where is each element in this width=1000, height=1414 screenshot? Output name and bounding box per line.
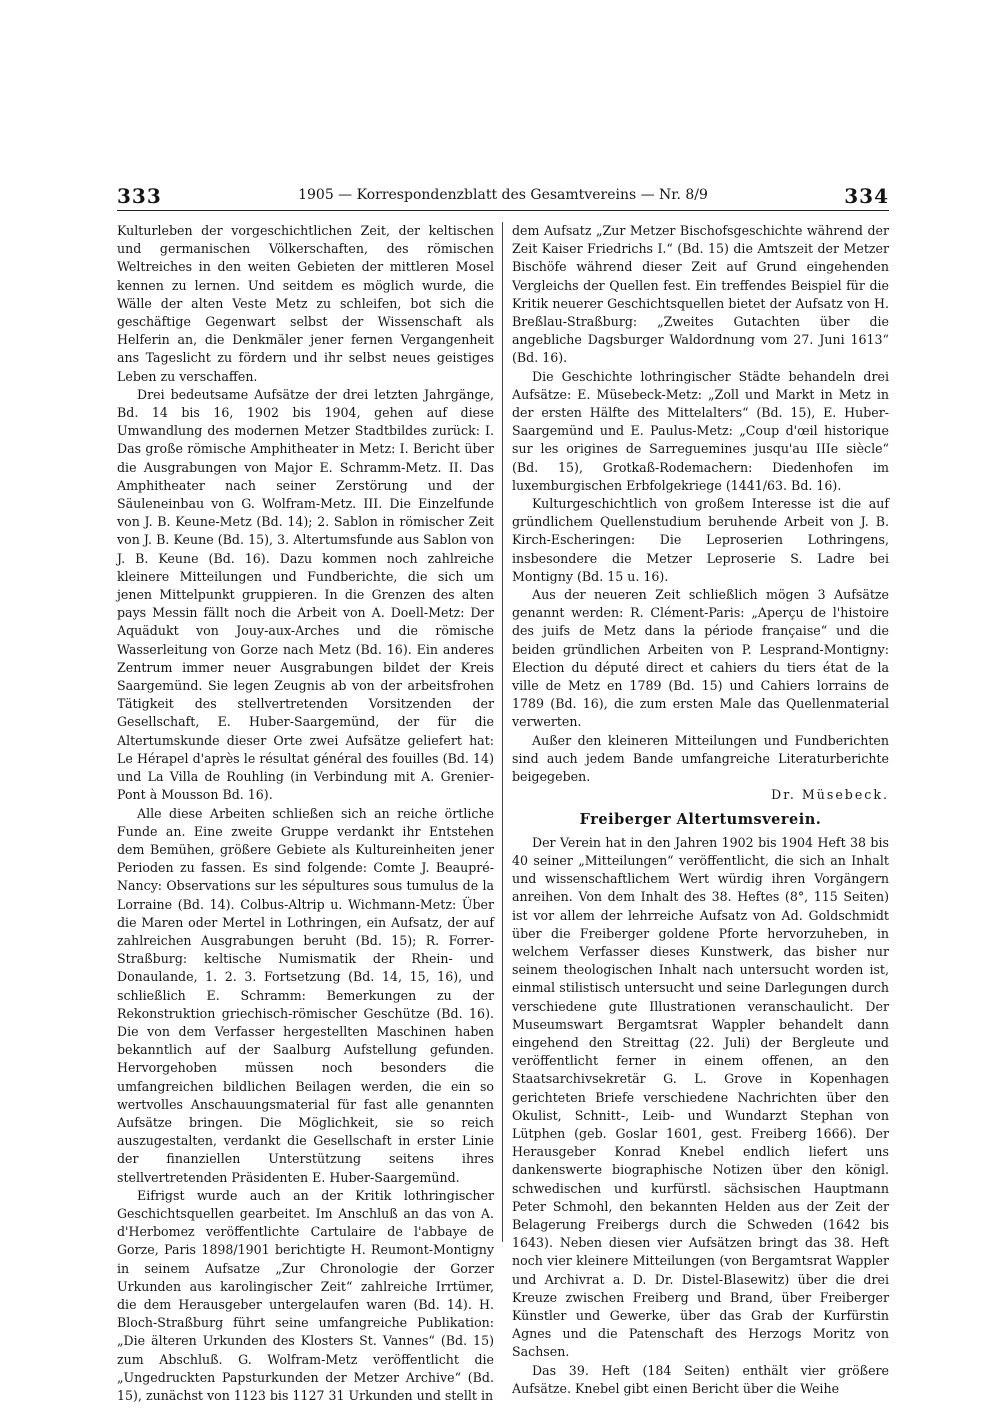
paragraph: Außer den kleineren Mitteilungen und Fundberichten sind auch jedem Bande umfangreiche Literaturberichte beigegeben.	[512, 732, 889, 785]
paragraph: Aus der neueren Zeit schließlich mögen 3 Aufsätze genannt werden: R. Clément-Paris: „Aperçu de l'histoire des juifs de Metz dans la période française“ und die beiden gründlichen Arbeiten von P. Lesprand-Montigny: Election du député direct et cahiers du tiers état de la ville de Metz en 1789 (Bd. 15) und Cahiers lorrains de 1789 (Bd. 16), die zum ersten Male das Quellenmaterial verwerten.	[512, 587, 889, 730]
paragraph: Die Geschichte lothringischer Städte behandeln drei Aufsätze: E. Müsebeck-Metz: „Zoll und Markt in Metz in der ersten Hälfte des Mittelalters“ (Bd. 15), E. Huber-Saargemünd und E. Paulus-Metz: „Coup d'œil historique sur les origines de Sarreguemines jusqu'au IIIe siècle“ (Bd. 15), Grotkaß-Rodemachern: Diedenhofen im luxemburgischen Erbfolgekriege (1441/63. Bd. 16).	[512, 368, 889, 493]
paragraph: Der Verein hat in den Jahren 1902 bis 1904 Heft 38 bis 40 seiner „Mitteilungen“ veröffentlicht, die sich an Inhalt und wissenschaftlichem Wert würdig ihren Vorgängern anreihen. Von dem Inhalt des 38. Heftes (8°, 115 Seiten) ist vor allem der lehrreiche Aufsatz von Ad. Goldschmidt über die Freiberger goldene Pforte hervorzuheben, in welchem Verfasser dieses Kunstwerk, das bisher nur seinem theologischen Inhalt nach untersucht worden ist, einmal stilistisch untersucht und seine Darlegungen durch verschiedene gute Illustrationen veranschaulicht. Der Museumswart Bergamtsrat Wappler behandelt dann eingehend den Streittag (22. Juli) der Bergleute und veröffentlicht ferner in einem offenen, an den Staatsarchivsekretär G. L. Grove in Kopenhagen gerichteten Briefe verschiedene Nachrichten über den Okulist, Schnitt-, Leib- und Wundarzt Stephan von Lütphen (geb. Goslar 1601, gest. Freiberg 1666). Der Herausgeber Konrad Knebel endlich liefert uns dankenswerte biographische Notizen über den königl. schwedischen und kurfürstl. sächsischen Hauptmann Peter Schmohl, den bekannten Helden aus der Zeit der Belagerung Freibergs durch die Schweden (1642 bis 1643). Neben diesen vier Aufsätzen bringt das 38. Heft noch vier kleinere Mitteilungen (von Bergamtsrat Wappler und Archivrat a. D. Dr. Distel-Blasewitz) über die drei Kreuze zwischen Freiberg und Brand, über Freiberger Künstler und Gewerke, über das Grab der Kurfürstin Agnes und die Patenschaft des Herzogs Moritz von Sachsen.	[512, 834, 889, 1360]
page-number-left: 333	[117, 184, 162, 208]
author-signature: Dr. Müsebeck.	[771, 787, 889, 803]
section-heading: Freiberger Altertumsverein.	[579, 810, 822, 828]
paragraph: Kulturleben der vorgeschichtlichen Zeit, der keltischen und germanischen Völkerschaften, des römischen Weltreiches in den weiten Gebieten der mittleren Mosel kennen zu lernen. Und seitdem es möglich wurde, die Wälle der alten Veste Metz zu schleifen, bot sich die geschäftige Gegenwart selbst der Wissenschaft als Helferin an, die Denkmäler jener fernen Vergangenheit ans Tageslicht zu fördern und ihr selbst neues geistiges Leben zu verschaffen.	[117, 223, 494, 384]
running-title: 1905 — Korrespondenzblatt des Gesamtvereins — Nr. 8/9	[298, 187, 708, 203]
paragraph: Eifrigst wurde auch an der Kritik lothringischer Geschichtsquellen gearbeitet. Im Anschluß an das von A. d'Herbomez veröffentlichte Cartulaire de l'abbaye de Gorze, Paris 1898/1901 berichtigte H. Reumont-Montigny in seinem Aufsatze „Zur Chronologie der Gorzer Urkunden aus karolingischer Zeit“ zahlreiche Irrtümer, die dem Herausgeber untergelaufen waren (Bd. 14). H. Bloch-Straßburg führt seine umfangreiche Publikation: „Die älteren Urkunden des Klosters St. Vannes“ (Bd. 15) zum Abschluß. G. Wolfram-Metz veröffentlicht die „Ungedruckten Papsturkunden der Metzer Archive“ (Bd. 15), zunächst von 1123 bis 1127 31 Urkunden und stellt in	[117, 1187, 494, 1403]
paragraph: Das 39. Heft (184 Seiten) enthält vier größere Aufsätze. Knebel gibt einen Bericht über die Weihe	[512, 1362, 889, 1396]
column-divider	[502, 222, 503, 1242]
page-number-right: 334	[844, 184, 889, 208]
left-column	[117, 222, 494, 1405]
right-column	[512, 222, 889, 1398]
paragraph: Alle diese Arbeiten schließen sich an reiche örtliche Funde an. Eine zweite Gruppe verdankt ihr Entstehen dem Bemühen, größere Gebiete als Kultureinheiten jener Perioden zu fassen. Es sind folgende: Comte J. Beaupré-Nancy: Observations sur les sépultures sous tumulus de la Lorraine (Bd. 14). Colbus-Altrip u. Wichmann-Metz: Über die Maren oder Mertel in Lothringen, ein Aufsatz, der auf zahlreichen Ausgrabungen beruht (Bd. 15); R. Forrer-Straßburg: keltische Numismatik der Rhein- und Donaulande, 1. 2. 3. Fortsetzung (Bd. 14, 15, 16), und schließlich E. Schramm: Bemerkungen zu der Rekonstruktion griechisch-römischer Geschütze (Bd. 16). Die von dem Verfasser hergestellten Maschinen haben bekanntlich auf der Saalburg Aufstellung gefunden. Hervorgehoben müssen noch besonders die umfangreichen bildlichen Beilagen werden, die ein so wertvolles Anschauungsmaterial für fast alle genannten Aufsätze bringen. Die Möglichkeit, sie so reich auszugestalten, verdankt die Gesellschaft in erster Linie der finanziellen Unterstützung seitens ihres stellvertretenden Präsidenten E. Huber-Saargemünd.	[117, 805, 494, 1185]
paragraph: Kulturgeschichtlich von großem Interesse ist die auf gründlichem Quellenstudium beruhende Arbeit von J. B. Kirch-Escheringen: Die Leproserien Lothringens, insbesondere die Metzer Leproserie S. Ladre bei Montigny (Bd. 15 u. 16).	[512, 496, 889, 584]
paragraph: Drei bedeutsame Aufsätze der drei letzten Jahrgänge, Bd. 14 bis 16, 1902 bis 1904, gehen auf diese Umwandlung des modernen Metzer Stadtbildes zurück: I. Das große römische Amphitheater in Metz: I. Bericht über die Ausgrabungen von Major E. Schramm-Metz. II. Das Amphitheater nach seiner Zerstörung und der Säuleneinbau von G. Wolfram-Metz. III. Die Einzelfunde von J. B. Keune-Metz (Bd. 14); 2. Sablon in römischer Zeit von J. B. Keune (Bd. 15), 3. Altertumsfunde aus Sablon von J. B. Keune (Bd. 16). Dazu kommen noch zahlreiche kleinere Mitteilungen und Fundberichte, die sich um jenen Mittelpunkt gruppieren. In die Grenzen des alten pays Messin fällt noch die Arbeit von A. Doell-Metz: Der Aquädukt von Jouy-aux-Arches und die römische Wasserleitung von Gorze nach Metz (Bd. 16). Ein anderes Zentrum immer neuer Ausgrabungen bildet der Kreis Saargemünd. Sie legen Zeugnis ab von der arbeitsfrohen Tätigkeit des stellvertretenden Vorsitzenden der Gesellschaft, E. Huber-Saargemünd, der für die Altertumskunde dieser Orte zwei Aufsätze geliefert hat: Le Hérapel d'après le résultat général des fouilles (Bd. 14) und La Villa de Rouhling (in Verbindung mit A. Grenier-Pont à Mousson Bd. 16).	[117, 386, 494, 803]
header-rule	[117, 210, 889, 211]
page-header	[117, 184, 889, 208]
paragraph: dem Aufsatz „Zur Metzer Bischofsgeschichte während der Zeit Kaiser Friedrichs I.“ (Bd. 15) die Amtszeit der Metzer Bischöfe während dieser Zeit auf Grund eingehenden Vergleichs der Quellen fest. Ein treffendes Beispiel für die Kritik neuerer Geschichtsquellen bietet der Aufsatz von H. Breßlau-Straßburg: „Zweites Gutachten über die angebliche Dagsburger Waldordnung vom 27. Juni 1613“ (Bd. 16).	[512, 223, 889, 366]
